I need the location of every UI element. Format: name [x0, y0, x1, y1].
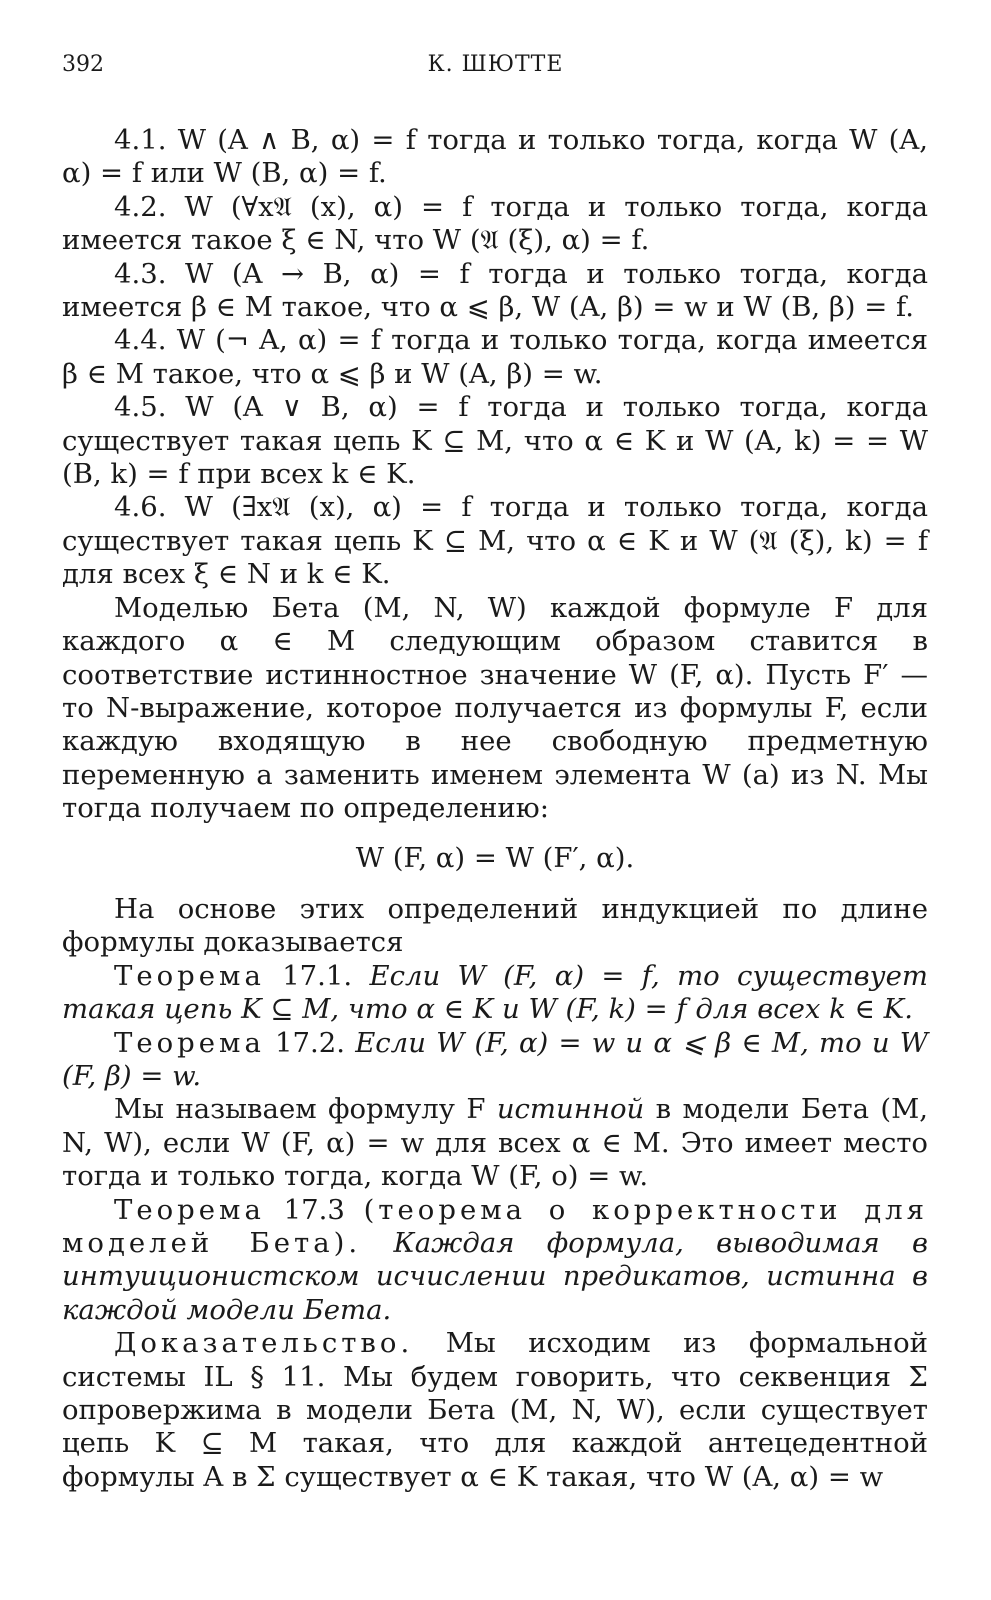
clause-4-3: 4.3. W (A → B, α) = f тогда и только тогда, когда имеется β ∈ M такое, что α ⩽ β, W (A, β) = w и W (B, β) = f. — [62, 257, 928, 324]
theorem-label: Теорема — [114, 1026, 265, 1059]
truth-paragraph — [62, 1093, 928, 1193]
display-formula: W (F, α) = W (F′, α). — [355, 841, 635, 874]
proof-label: Доказательство. — [114, 1327, 414, 1360]
theorem-17-1 — [62, 960, 928, 1027]
proof-paragraph — [62, 1327, 928, 1494]
page-number: 392 — [62, 52, 104, 77]
clause-4-5: 4.5. W (A ∨ B, α) = f тогда и только тогда, когда существует такая цепь K ⊆ M, что α ∈ K и W (A, k) = = W (B, k) = f при всех k ∈ K. — [62, 391, 928, 491]
truth-text-after: в модели Бета (M, N, W), если W (F, α) = w для всех α ∈ M. Это имеет место тогда и только тогда, когда W (F, o) = w. — [62, 1093, 928, 1193]
theorem-statement: Если W (F, α) = f, то существует такая цепь K ⊆ M, что α ∈ K и W (F, k) = f для всех k ∈ K. — [62, 959, 928, 1026]
theorem-17-3 — [62, 1194, 928, 1328]
theorem-label: Теорема — [114, 959, 265, 992]
theorem-parenthetical: (теорема о корректности для моделей Бета). — [62, 1193, 928, 1259]
page-body — [62, 124, 928, 1494]
clause-4-4: 4.4. W (¬ A, α) = f тогда и только тогда, когда имеется β ∈ M такое, что α ⩽ β и W (A, β) = w. — [62, 324, 928, 390]
theorem-statement: Каждая формула, выводимая в интуиционистском исчислении предикатов, истинна в каждой модели Бета. — [62, 1227, 929, 1326]
running-head: К. ШЮТТЕ — [427, 52, 564, 77]
theorem-number: 17.2. — [275, 1026, 346, 1059]
theorem-17-2 — [62, 1027, 928, 1094]
theorem-statement: Если W (F, α) = w и α ⩽ β ∈ M, то и W (F, β) = w. — [62, 1026, 928, 1092]
page-header — [62, 52, 929, 82]
clause-4-1: 4.1. W (A ∧ B, α) = f тогда и только тогда, когда W (A, α) = f или W (B, α) = f. — [62, 124, 928, 190]
proof-text: Мы исходим из формальной системы IL § 11. Мы будем говорить, что секвенция Σ опровержима в модели Бета (M, N, W), если существует цепь K ⊆ M такая, что для каждой антецедентной формулы A в Σ существует α ∈ K такая, что W (A, α) = w — [62, 1327, 929, 1493]
theorem-label: Теорема — [114, 1193, 265, 1226]
clause-4-6: 4.6. W (∃x𝔄 (x), α) = f тогда и только тогда, когда существует такая цепь K ⊆ M, что α ∈ K и W (𝔄 (ξ), k) = f для всех ξ ∈ N и k ∈ K. — [62, 491, 928, 591]
model-paragraph: Моделью Бета (M, N, W) каждой формуле F для каждого α ∈ M следующим образом ставится в соответствие истинностное значение W (F, α). Пусть F′ — то N-выражение, которое получается из формулы F, если каждую входящую в нее свободную предметную переменную a заменить именем элемента W (a) из N. Мы тогда получаем по определению: — [62, 591, 928, 825]
theorem-number: 17.3 — [283, 1193, 345, 1226]
truth-emphasis: истинной — [496, 1093, 645, 1126]
clause-4-2: 4.2. W (∀x𝔄 (x), α) = f тогда и только тогда, когда имеется такое ξ ∈ N, что W (𝔄 (ξ), α) = f. — [62, 190, 928, 257]
truth-text-before: Мы называем формулу F — [114, 1093, 497, 1126]
induction-paragraph: На основе этих определений индукцией по длине формулы доказывается — [62, 892, 928, 959]
theorem-number: 17.1. — [282, 959, 353, 992]
